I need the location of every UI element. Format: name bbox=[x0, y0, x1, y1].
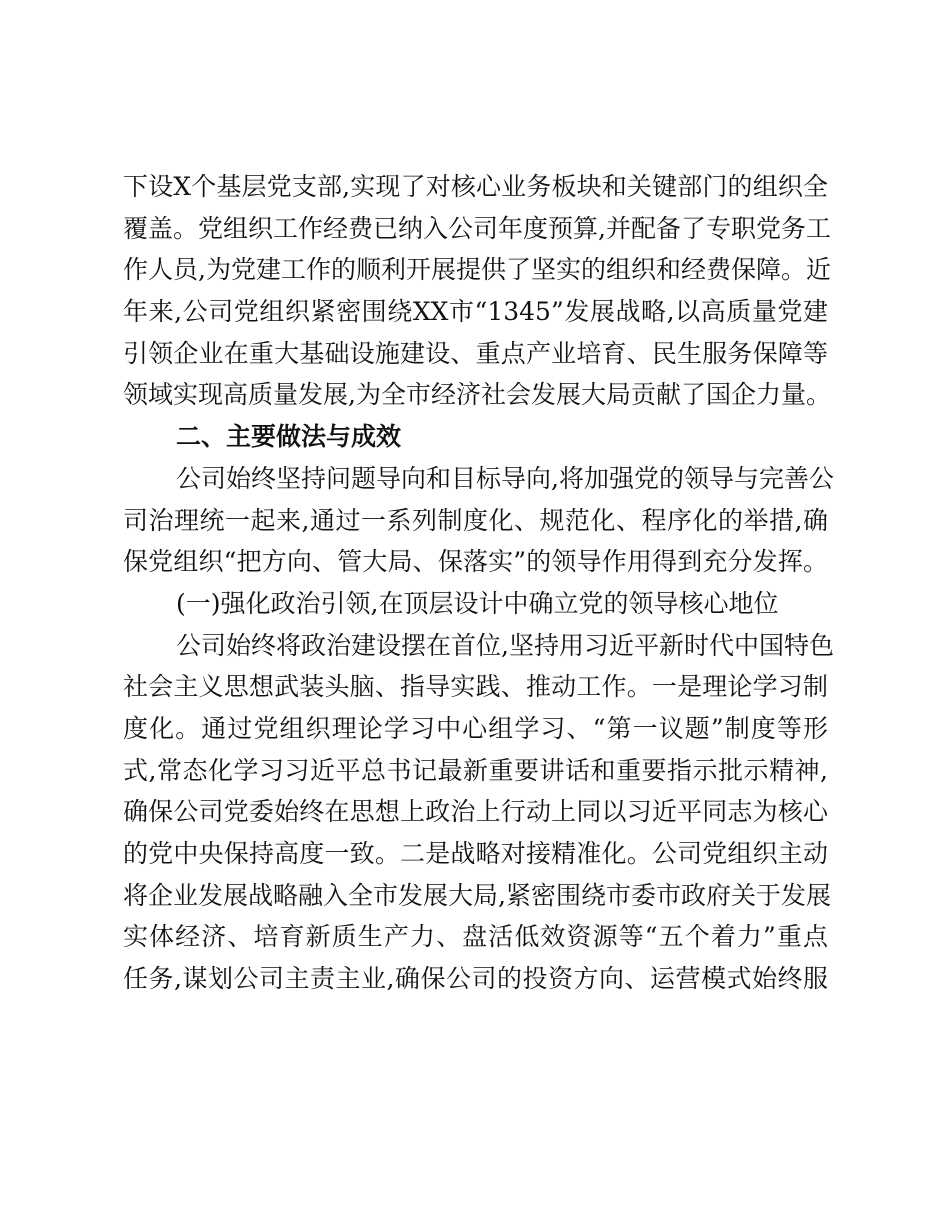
paragraph-line: 下设X个基层党支部,实现了对核心业务板块和关键部门的组织全 bbox=[123, 172, 828, 201]
paragraph-line: 覆盖。党组织工作经费已纳入公司年度预算,并配备了专职党务工 bbox=[123, 213, 831, 243]
paragraph-line: 引领企业在重大基础设施建设、重点产业培育、民生服务保障等 bbox=[123, 338, 828, 368]
paragraph-line: 领域实现高质量发展,为全市经济社会发展大局贡献了国企力量。 bbox=[123, 380, 831, 410]
paragraph-line: 社会主义思想武装头脑、指导实践、推动工作。一是理论学习制 bbox=[123, 672, 828, 702]
paragraph-line: 度化。通过党组织理论学习中心组学习、“第一议题”制度等形 bbox=[123, 713, 828, 743]
paragraph-line: 公司始终坚持问题导向和目标导向,将加强党的领导与完善公 bbox=[176, 463, 834, 493]
paragraph-line: 的党中央保持高度一致。二是战略对接精准化。公司党组织主动 bbox=[123, 839, 828, 868]
paragraph-line: 作人员,为党建工作的顺利开展提供了坚实的组织和经费保障。近 bbox=[123, 255, 831, 285]
paragraph-line: 实体经济、培育新质生产力、盘活低效资源等“五个着力”重点 bbox=[123, 922, 828, 952]
paragraph-line: 司治理统一起来,通过一系列制度化、规范化、程序化的举措,确 bbox=[123, 505, 828, 535]
paragraph-line: 保党组织“把方向、管大局、保落实”的领导作用得到充分发挥。 bbox=[123, 547, 828, 577]
section-heading: 二、主要做法与成效 bbox=[176, 422, 402, 452]
document-page bbox=[123, 166, 834, 1000]
paragraph-line: 公司始终将政治建设摆在首位,坚持用习近平新时代中国特色 bbox=[176, 630, 834, 660]
paragraph-line: 年来,公司党组织紧密围绕XX市“1345”发展战略,以高质量党建 bbox=[123, 297, 828, 327]
paragraph-line: 式,常态化学习习近平总书记最新重要讲话和重要指示批示精神, bbox=[123, 755, 828, 785]
paragraph-line: 确保公司党委始终在思想上政治上行动上同以习近平同志为核心 bbox=[123, 797, 828, 827]
subsection-heading: (一)强化政治引领,在顶层设计中确立党的领导核心地位 bbox=[176, 588, 779, 618]
paragraph-line: 将企业发展战略融入全市发展大局,紧密围绕市委市政府关于发展 bbox=[123, 880, 831, 910]
paragraph-line: 任务,谋划公司主责主业,确保公司的投资方向、运营模式始终服 bbox=[123, 964, 828, 994]
